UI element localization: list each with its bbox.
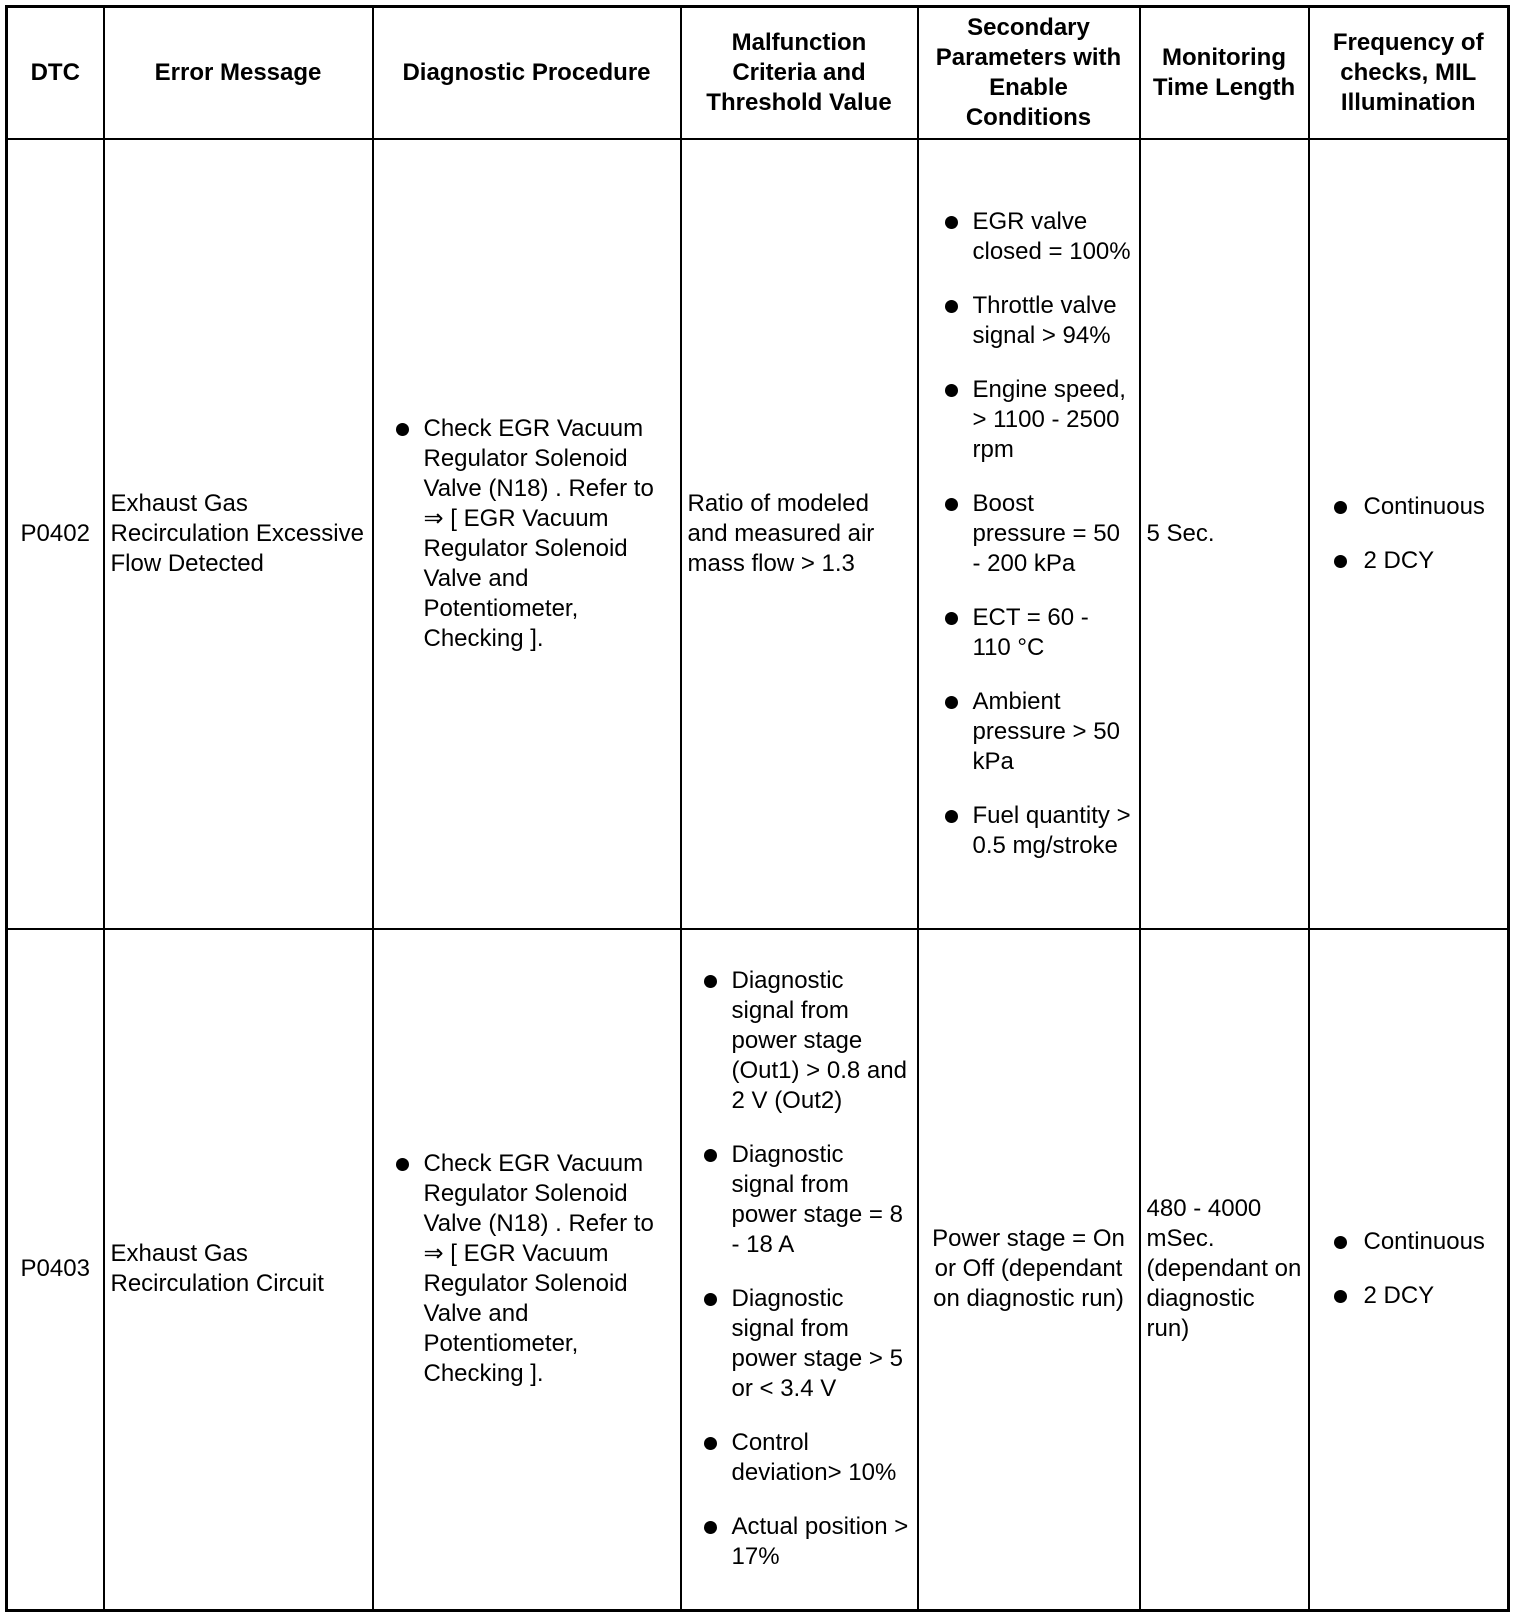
malfunction-item: Diagnostic signal from power stage > 5 or < 3.4 V (688, 1284, 911, 1404)
malfunction-item: Diagnostic signal from power stage = 8 - 18 A (688, 1140, 911, 1260)
frequency-item: 2 DCY (1316, 546, 1502, 576)
header-frequency: Frequency of checks, MIL Illumination (1309, 7, 1509, 139)
secondary-parameters: Power stage = On or Off (dependant on diagnostic run) (918, 929, 1140, 1611)
frequency-item: Continuous (1316, 492, 1502, 522)
secondary-item: Fuel quantity > 0.5 mg/stroke (925, 801, 1133, 861)
malfunction-list (688, 966, 911, 1572)
error-message: Exhaust Gas Recirculation Circuit (104, 929, 373, 1611)
header-malfunction-criteria: Malfunction Criteria and Threshold Value (681, 7, 918, 139)
table-row (7, 139, 1509, 929)
secondary-item: Throttle valve signal > 94% (925, 291, 1133, 351)
dtc-code: P0402 (7, 139, 104, 929)
frequency-item: Continuous (1316, 1227, 1502, 1257)
dtc-code: P0403 (7, 929, 104, 1611)
malfunction-criteria: Ratio of modeled and measured air mass flow > 1.3 (681, 139, 918, 929)
dtc-table (5, 5, 1510, 1612)
header-dtc: DTC (7, 7, 104, 139)
frequency-list (1316, 1227, 1502, 1311)
malfunction-item: Diagnostic signal from power stage (Out1) > 0.8 and 2 V (Out2) (688, 966, 911, 1116)
frequency-item: 2 DCY (1316, 1281, 1502, 1311)
procedure-list (380, 1149, 674, 1389)
secondary-item: ECT = 60 - 110 °C (925, 603, 1133, 663)
header-secondary-parameters: Secondary Parameters with Enable Conditions (918, 7, 1140, 139)
malfunction-item: Control deviation> 10% (688, 1428, 911, 1488)
procedure-item: Check EGR Vacuum Regulator Solenoid Valve (N18) . Refer to ⇒ [ EGR Vacuum Regulator Solenoid Valve and Potentiometer, Checking ]. (380, 414, 674, 654)
malfunction-criteria (681, 929, 918, 1611)
header-row (7, 7, 1509, 139)
header-error-message: Error Message (104, 7, 373, 139)
frequency-list (1316, 492, 1502, 576)
header-monitoring-time: Monitoring Time Length (1140, 7, 1309, 139)
secondary-item: Engine speed, > 1100 - 2500 rpm (925, 375, 1133, 465)
diagnostic-procedure (373, 929, 681, 1611)
secondary-item: EGR valve closed = 100% (925, 207, 1133, 267)
procedure-item: Check EGR Vacuum Regulator Solenoid Valve (N18) . Refer to ⇒ [ EGR Vacuum Regulator Solenoid Valve and Potentiometer, Checking ]. (380, 1149, 674, 1389)
secondary-item: Boost pressure = 50 - 200 kPa (925, 489, 1133, 579)
secondary-item: Ambient pressure > 50 kPa (925, 687, 1133, 777)
header-diagnostic-procedure: Diagnostic Procedure (373, 7, 681, 139)
monitoring-time: 5 Sec. (1140, 139, 1309, 929)
malfunction-item: Actual position > 17% (688, 1512, 911, 1572)
error-message: Exhaust Gas Recirculation Excessive Flow Detected (104, 139, 373, 929)
table-row (7, 929, 1509, 1611)
diagnostic-procedure (373, 139, 681, 929)
secondary-parameters (918, 139, 1140, 929)
frequency (1309, 929, 1509, 1611)
procedure-list (380, 414, 674, 654)
monitoring-time: 480 - 4000 mSec. (dependant on diagnostic run) (1140, 929, 1309, 1611)
secondary-list (925, 207, 1133, 861)
frequency (1309, 139, 1509, 929)
